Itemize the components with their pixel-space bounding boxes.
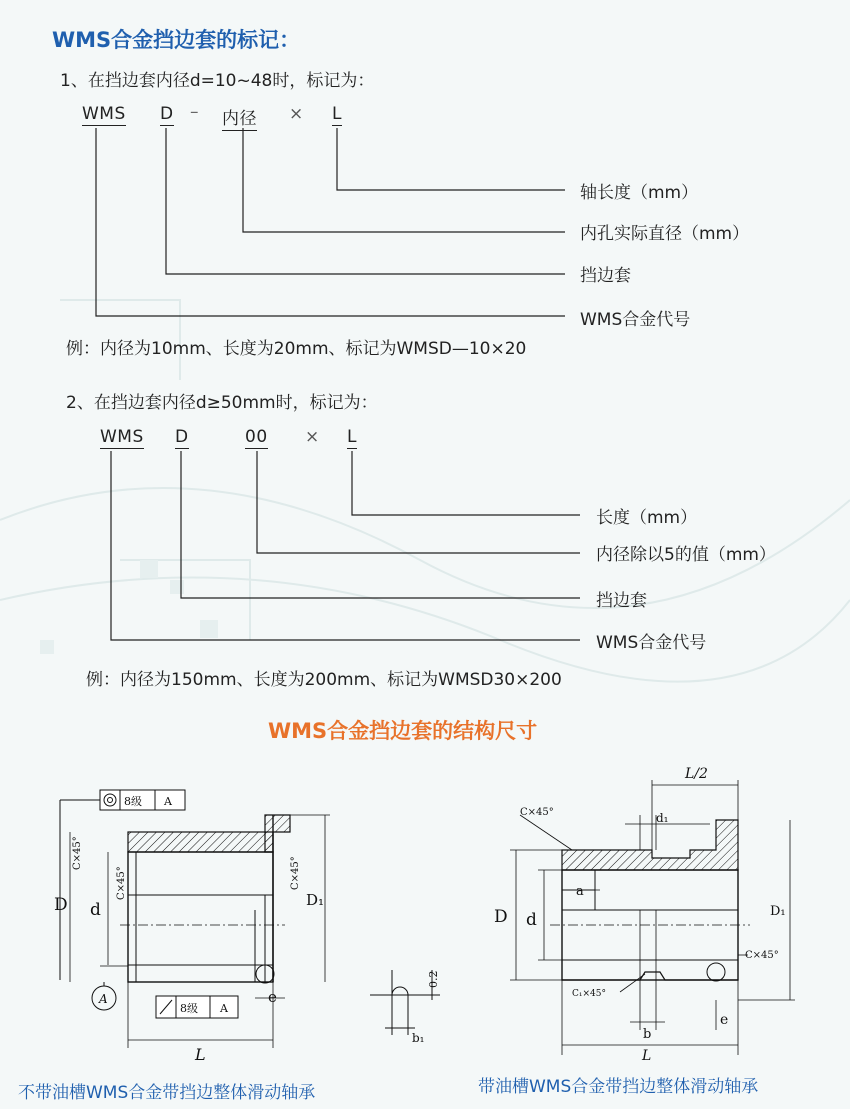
svg-text:A: A — [99, 992, 108, 1006]
section2-label-code: WMS合金代号 — [596, 633, 707, 653]
section2-label-sleeve: 挡边套 — [596, 591, 647, 611]
code2-times: × — [305, 427, 320, 447]
svg-text:C×45°: C×45° — [520, 807, 554, 818]
section2-label-value: 内径除以5的值（mm） — [596, 545, 776, 565]
svg-text:C×45°: C×45° — [116, 866, 127, 900]
svg-text:e: e — [268, 988, 277, 1006]
svg-text:8级: 8级 — [180, 1002, 198, 1015]
drawing-no-oil-groove — [40, 770, 460, 1070]
code1-l: L — [332, 104, 342, 124]
code1-inner: 内径 — [222, 104, 257, 131]
section2-example: 例：内径为150mm、长度为200mm、标记为WMSD30×200 — [86, 670, 562, 690]
svg-text:d₁: d₁ — [656, 811, 669, 825]
structure-subtitle: WMS合金挡边套的结构尺寸 — [268, 719, 538, 743]
svg-text:d: d — [90, 900, 101, 920]
caption-right: 带油槽WMS合金带挡边整体滑动轴承 — [478, 1077, 759, 1097]
section1-example: 例：内径为10mm、长度为20mm、标记为WMSD—10×20 — [66, 339, 527, 359]
page-title: WMS合金挡边套的标记： — [52, 28, 301, 52]
section1-label-length: 轴长度（mm） — [580, 183, 699, 203]
svg-text:a: a — [576, 884, 584, 899]
code1-d: D — [160, 104, 174, 124]
svg-text:0.2: 0.2 — [427, 970, 440, 988]
section2-heading: 2、在挡边套内径d≥50mm时，标记为： — [66, 393, 378, 413]
section1-label-code: WMS合金代号 — [580, 310, 691, 330]
svg-text:C×45°: C×45° — [290, 856, 301, 890]
code2-l: L — [347, 427, 357, 447]
drawing-with-oil-groove — [480, 760, 830, 1070]
code2-wms: WMS — [100, 427, 144, 447]
code2-d: D — [175, 427, 189, 447]
svg-text:e: e — [720, 1012, 729, 1028]
svg-text:D: D — [494, 907, 508, 927]
section2-label-length: 长度（mm） — [596, 508, 698, 528]
svg-text:D₁: D₁ — [770, 904, 786, 919]
section1-label-diameter: 内孔实际直径（mm） — [580, 224, 750, 244]
svg-text:C×45°: C×45° — [745, 950, 779, 961]
code1-dash: – — [190, 102, 199, 122]
svg-text:b: b — [643, 1027, 652, 1042]
caption-left: 不带油槽WMS合金带挡边整体滑动轴承 — [18, 1083, 316, 1103]
code1-times: × — [289, 104, 304, 124]
svg-text:D: D — [54, 895, 68, 915]
svg-text:L: L — [642, 1048, 652, 1064]
svg-text:D₁: D₁ — [306, 891, 325, 909]
code1-wms: WMS — [82, 104, 126, 124]
svg-text:8级: 8级 — [124, 795, 142, 808]
section1-label-sleeve: 挡边套 — [580, 266, 631, 286]
svg-text:C₁×45°: C₁×45° — [572, 989, 606, 999]
code2-00: 00 — [245, 427, 268, 447]
svg-text:d: d — [526, 910, 537, 930]
section1-heading: 1、在挡边套内径d=10~48时，标记为： — [60, 71, 375, 91]
svg-text:A: A — [164, 795, 172, 808]
svg-text:b₁: b₁ — [412, 1031, 425, 1045]
svg-text:L/2: L/2 — [685, 766, 708, 782]
svg-text:L: L — [195, 1045, 206, 1064]
svg-text:A: A — [220, 1002, 228, 1015]
svg-text:C×45°: C×45° — [72, 836, 83, 870]
